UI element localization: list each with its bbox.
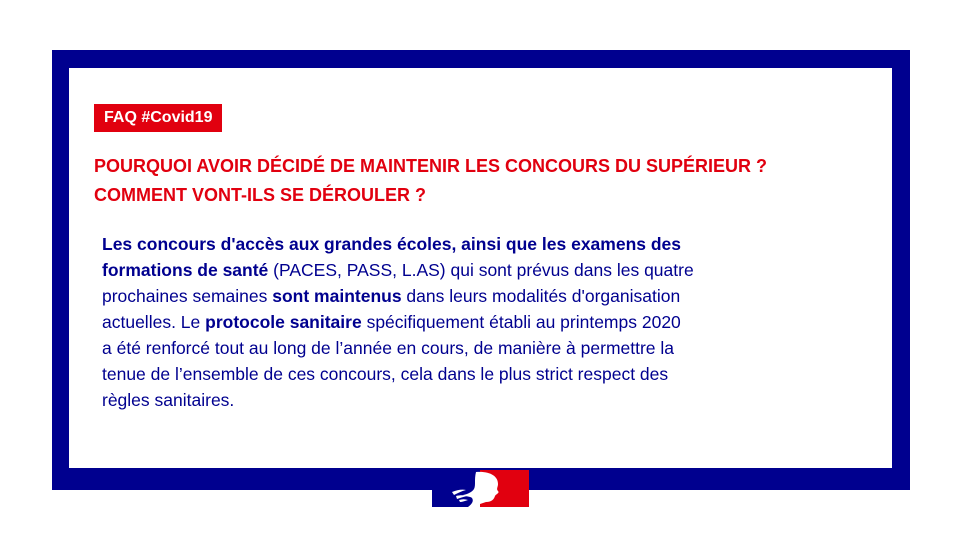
- answer-line-4-bold: protocole sanitaire: [205, 312, 362, 332]
- answer-line-4-start: actuelles. Le: [102, 312, 206, 332]
- question-heading: [94, 152, 884, 210]
- answer-line-2: [102, 257, 862, 283]
- faq-badge: FAQ #Covid19: [94, 104, 222, 132]
- question-line-1: POURQUOI AVOIR DÉCIDÉ DE MAINTENIR LES CONCOURS DU SUPÉRIEUR ?: [94, 156, 768, 176]
- answer-line-4-rest: spécifiquement établi au printemps 2020: [361, 312, 681, 332]
- answer-line-6: tenue de l’ensemble de ces concours, cela dans le plus strict respect des: [102, 364, 669, 384]
- answer-text: [102, 231, 862, 413]
- answer-line-5: a été renforcé tout au long de l’année en cours, de manière à permettre la: [102, 338, 675, 358]
- answer-line-2-bold: formations de santé: [102, 260, 269, 280]
- answer-line-7: règles sanitaires.: [102, 390, 235, 410]
- answer-line-1: [102, 231, 862, 257]
- answer-line-3-start: prochaines semaines: [102, 286, 273, 306]
- question-line-2: COMMENT VONT-ILS SE DÉROULER ?: [94, 185, 427, 205]
- answer-line-3: [102, 283, 862, 309]
- answer-line-4: [102, 309, 862, 335]
- answer-line-3-bold: sont maintenus: [272, 286, 402, 306]
- answer-line-2-rest: (PACES, PASS, L.AS) qui sont prévus dans les quatre: [268, 260, 694, 280]
- marianne-logo-icon: [432, 470, 529, 507]
- answer-line-3-rest: dans leurs modalités d'organisation: [401, 286, 681, 306]
- answer-line-1-bold: Les concours d'accès aux grandes écoles, ainsi que les examens des: [102, 234, 682, 254]
